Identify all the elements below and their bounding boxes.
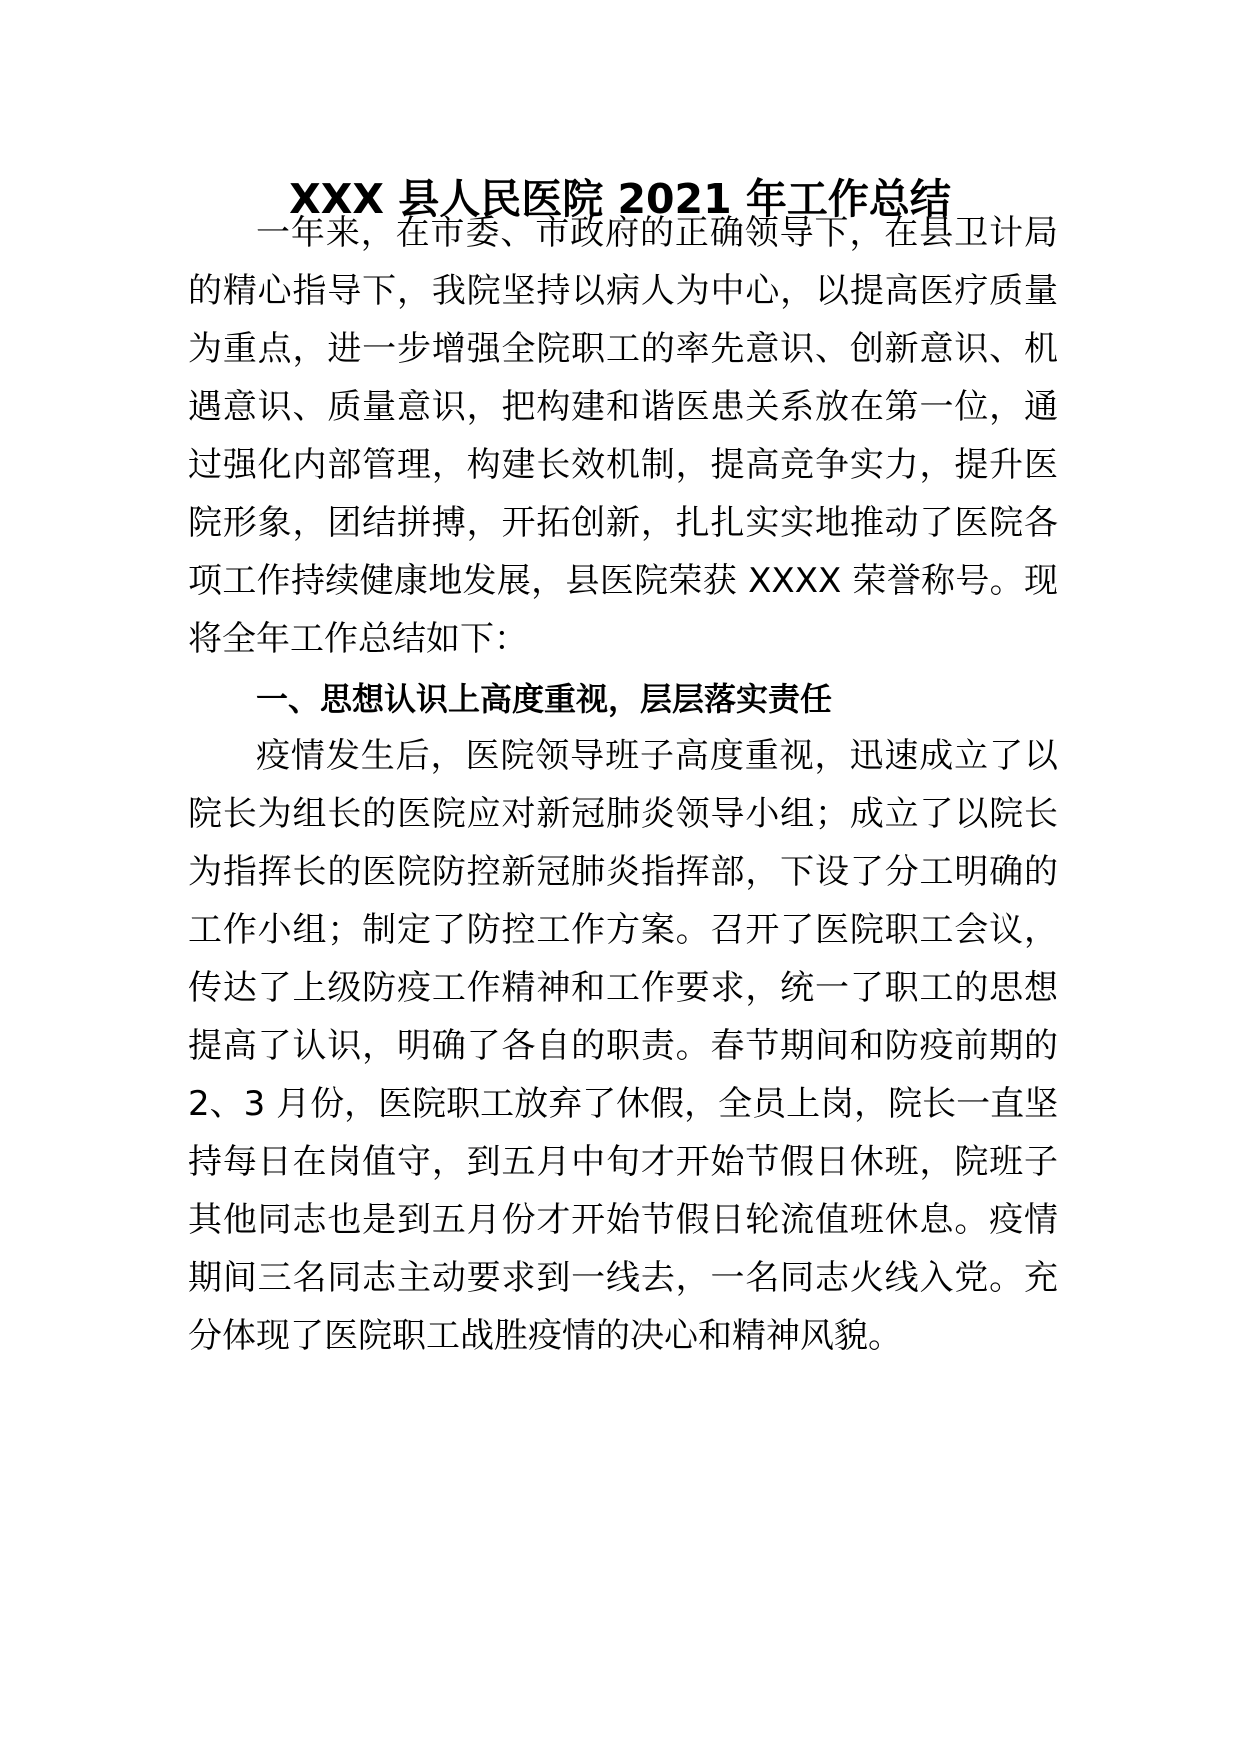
paragraph-1-line: 将全年工作总结如下： [188,619,528,659]
paragraph-1-line: 遇意识、质量意识，把构建和谐医患关系放在第一位，通 [188,387,1058,427]
paragraph-1-line: 的精心指导下，我院坚持以病人为中心，以提高医疗质量 [188,271,1058,311]
paragraph-1-line: 院形象，团结拼搏，开拓创新，扎扎实实地推动了医院各 [188,503,1058,543]
paragraph-2-line: 传达了上级防疫工作精神和工作要求，统一了职工的思想 [188,968,1058,1008]
paragraph-2-line: 其他同志也是到五月份才开始节假日轮流值班休息。疫情 [188,1200,1058,1240]
paragraph-2-line: 工作小组；制定了防控工作方案。召开了医院职工会议， [188,910,1058,950]
document-title: XXX 县人民医院 2021 年工作总结 [289,175,951,223]
paragraph-2-line: 院长为组长的医院应对新冠肺炎领导小组；成立了以院长 [188,794,1058,834]
paragraph-2-line: 期间三名同志主动要求到一线去，一名同志火线入党。充 [188,1258,1058,1298]
paragraph-2-line: 提高了认识，明确了各自的职责。春节期间和防疫前期的 [188,1026,1058,1066]
paragraph-1-line: 为重点，进一步增强全院职工的率先意识、创新意识、机 [188,329,1058,369]
section-heading: 一、思想认识上高度重视，层层落实责任 [256,680,833,718]
paragraph-2-line: 分体现了医院职工战胜疫情的决心和精神风貌。 [188,1316,902,1356]
paragraph-1-line: 项工作持续健康地发展，县医院荣获 XXXX 荣誉称号。现 [188,561,1058,601]
paragraph-2-line: 2、3 月份，医院职工放弃了休假，全员上岗，院长一直坚 [188,1084,1059,1124]
paragraph-1-line: 过强化内部管理，构建长效机制，提高竞争实力，提升医 [188,445,1058,485]
paragraph-2-line: 疫情发生后，医院领导班子高度重视，迅速成立了以 [256,736,1058,776]
paragraph-1-line: 一年来，在市委、市政府的正确领导下，在县卫计局 [256,213,1058,253]
paragraph-2-line: 为指挥长的医院防控新冠肺炎指挥部，下设了分工明确的 [188,852,1058,892]
paragraph-2-line: 持每日在岗值守，到五月中旬才开始节假日休班，院班子 [188,1142,1058,1182]
